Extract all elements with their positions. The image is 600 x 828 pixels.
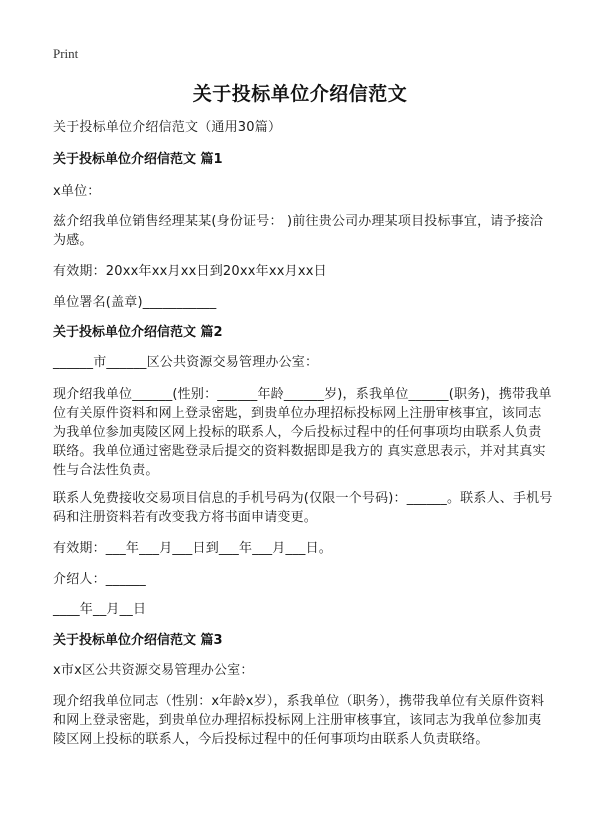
section-1-paragraph-2: 兹介绍我单位销售经理某某(身份证号： )前往贵公司办理某项目投标事宜，请予接洽为感。 xyxy=(53,214,544,248)
section-1-paragraph-4: 单位署名(盖章)___________ xyxy=(53,295,217,310)
section-3-paragraph-1: x市x区公共资源交易管理办公室： xyxy=(53,663,254,678)
section-2-paragraph-3: 联系人免费接收交易项目信息的手机号码为(仅限一个号码)：______。联系人、手机号码和注册资料若有改变我方将书面申请变更。 xyxy=(53,491,553,525)
section-2-paragraph-1: ______市______区公共资源交易管理办公室： xyxy=(53,355,319,370)
document-subtitle: 关于投标单位介绍信范文（通用30篇） xyxy=(53,120,282,135)
section-2-paragraph-5: 介绍人：______ xyxy=(53,572,147,587)
print-label[interactable]: Print xyxy=(53,46,79,61)
section-1-paragraph-1: x单位： xyxy=(53,184,101,199)
section-2-paragraph-2: 现介绍我单位______(性别：______年龄______岁)，系我单位______(职务)，携带我单位有关原件资料和网上登录密匙，到贵单位办理招标投标网上注册审核事宜，该同志为我单位参加夷陵区网上投标的联系人，今后投标过程中的任何事项均由联系人负责联络。我单位通过密匙登录后提交的资料数据即是我方的 真实意思表示，并对其真实性与合法性负责。 xyxy=(53,387,552,478)
section-heading-1: 关于投标单位介绍信范文 篇1 xyxy=(53,152,223,167)
page-title: 关于投标单位介绍信范文 xyxy=(192,83,408,105)
section-heading-3: 关于投标单位介绍信范文 篇3 xyxy=(53,633,223,648)
section-1-paragraph-3: 有效期：20xx年xx月xx日到20xx年xx月xx日 xyxy=(53,264,327,279)
section-3-paragraph-2: 现介绍我单位同志（性别：x年龄x岁），系我单位（职务），携带我单位有关原件资料和网上登录密匙，到贵单位办理招标投标网上注册审核事宜，该同志为我单位参加夷陵区网上投标的联系人，今后投标过程中的任何事项均由联系人负责联络。 xyxy=(53,694,545,747)
section-2-paragraph-6: ____年__月__日 xyxy=(53,602,147,617)
section-2-paragraph-4: 有效期：___年___月___日到___年___月___日。 xyxy=(53,541,333,556)
section-heading-2: 关于投标单位介绍信范文 篇2 xyxy=(53,325,223,340)
